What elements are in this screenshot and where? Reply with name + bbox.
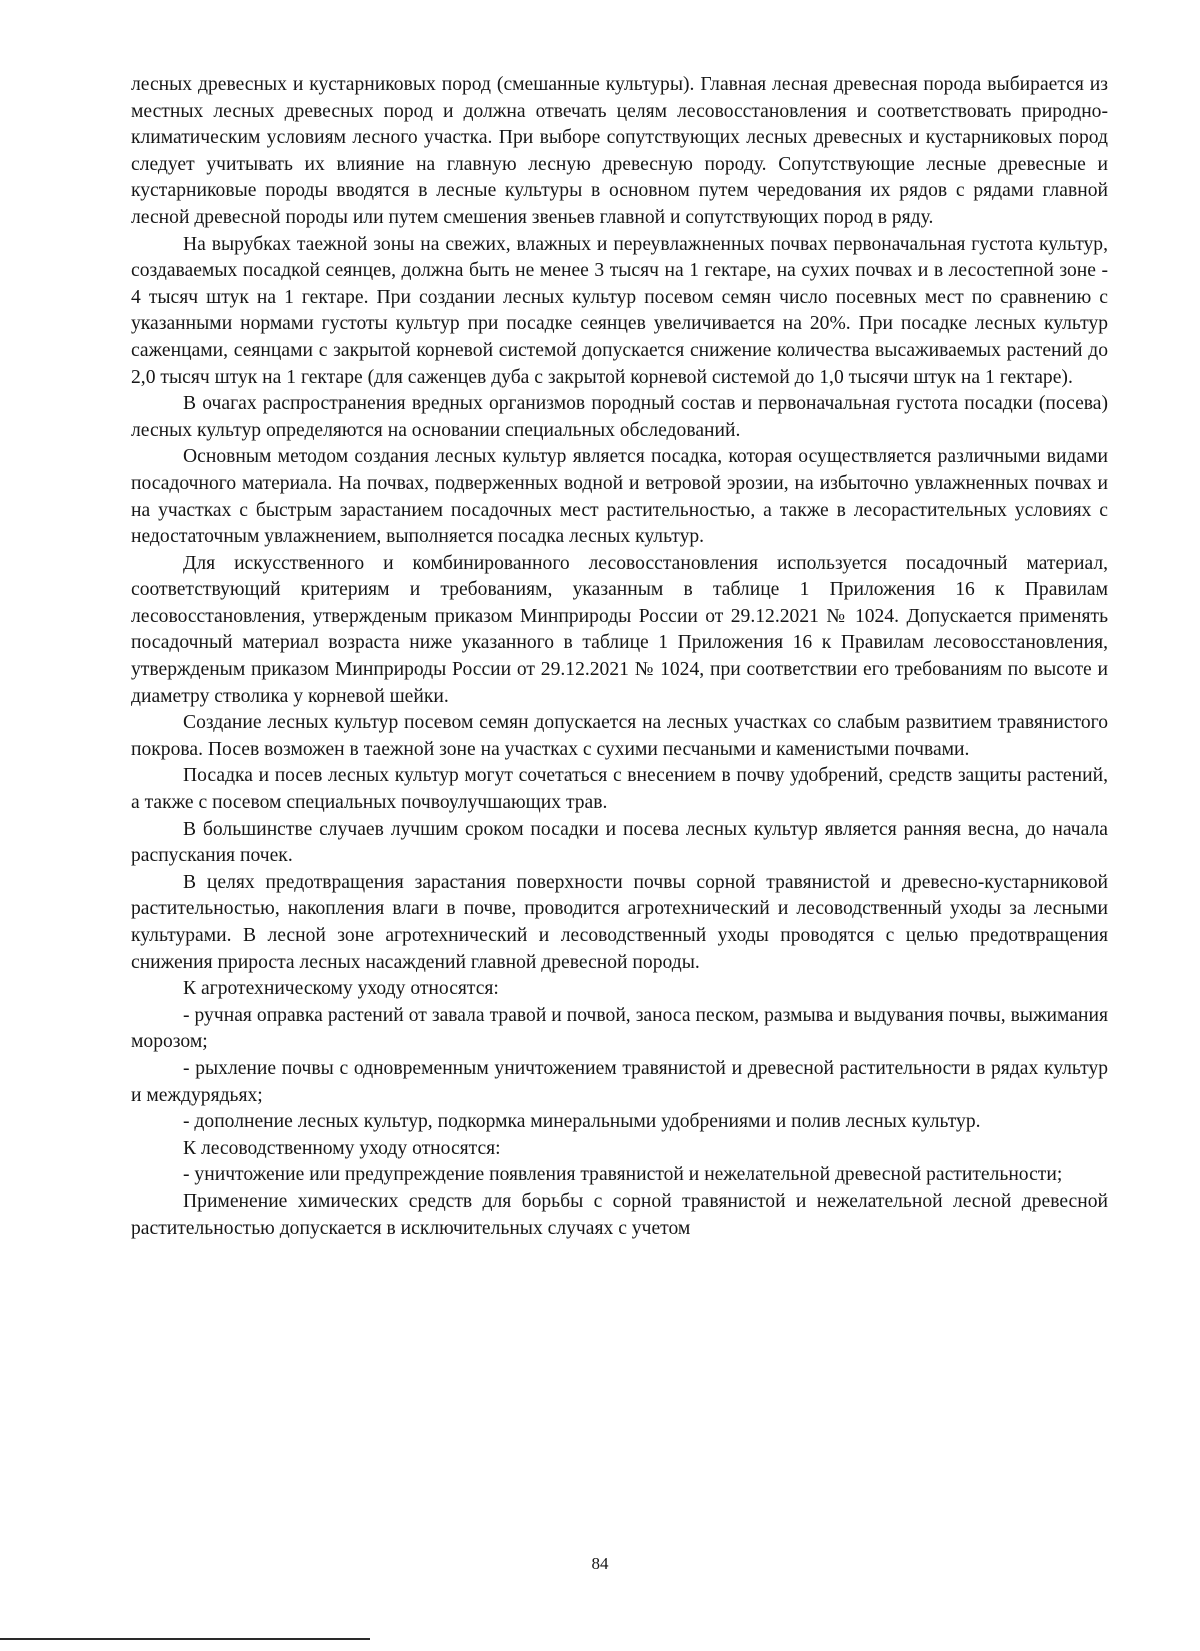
- paragraph-fertilizers: Посадка и посев лесных культур могут сочетаться с внесением в почву удобрений, средств защиты растений, а также с посевом специальных почвоулучшающих трав.: [131, 765, 1108, 814]
- paragraph-planting-time: В большинстве случаев лучшим сроком посадки и посева лесных культур является ранняя весна, до начала распускания почек.: [131, 818, 1108, 867]
- paragraph-main-method: Основным методом создания лесных культур является посадка, которая осуществляется различными видами посадочного материала. На почвах, подверженных водной и ветровой эрозии, на избыточно увлажненных почвах и на участках с быстрым зарастанием посадочных мест растительностью, а также в лесорастительных условиях с недостаточным увлажнением, выполняется посадка лесных культур.: [131, 446, 1108, 548]
- paragraph-agrotech-heading: К агротехническому уходу относятся:: [183, 978, 499, 1000]
- paragraph-planting-density: На вырубках таежной зоны на свежих, влажных и переувлажненных почвах первоначальная густота культур, создаваемых посадкой сеянцев, должна быть не менее 3 тысяч на 1 гектаре, на сухих почвах и в лесостепной зоне - 4 тысяч штук на 1 гектаре. При создании лесных культур посевом семян число посевных мест по сравнению с указанными нормами густоты культур при посадке сеянцев увеличивается на 20%. При посадке лесных культур саженцами, сеянцами с закрытой корневой системой допускается снижение количества высаживаемых растений до 2,0 тысяч штук на 1 гектаре (для саженцев дуба с закрытой корневой системой до 1,0 тысячи штук на 1 гектаре).: [131, 233, 1108, 388]
- document-body: [131, 72, 1108, 1242]
- list-item-silvicultural-1: - уничтожение или предупреждение появления травянистой и нежелательной древесной растительности;: [183, 1164, 1063, 1186]
- footer-rule: [0, 1638, 370, 1640]
- list-item-agrotech-2: - рыхление почвы с одновременным уничтожением травянистой и древесной растительности в рядах культур и междурядьях;: [131, 1057, 1108, 1106]
- list-item-agrotech-3: - дополнение лесных культур, подкормка минеральными удобрениями и полив лесных культур.: [183, 1111, 981, 1133]
- paragraph-silvicultural-heading: К лесоводственному уходу относятся:: [183, 1137, 501, 1159]
- list-item-agrotech-1: - ручная оправка растений от завала травой и почвой, заноса песком, размыва и выдувания почвы, выжимания морозом;: [131, 1004, 1108, 1053]
- paragraph-seed-sowing: Создание лесных культур посевом семян допускается на лесных участках со слабым развитием травянистого покрова. Посев возможен в таежной зоне на участках с сухими песчаными и каменистыми почвами.: [131, 712, 1108, 760]
- paragraph-care-goals: В целях предотвращения зарастания поверхности почвы сорной травянистой и древесно-кустарниковой растительностью, накопления влаги в почве, проводится агротехнический и лесоводственный уходы за лесными культурами. В лесной зоне агротехнический и лесоводственный уходы проводятся с целью предотвращения снижения прироста лесных насаждений главной древесной породы.: [131, 871, 1108, 973]
- page-number: 84: [591, 1554, 609, 1573]
- paragraph-continuation: лесных древесных и кустарниковых пород (смешанные культуры). Главная лесная древесная порода выбирается из местных лесных древесных пород и должна отвечать целям лесовосстановления и соответствовать природно-климатическим условиям лесного участка. При выборе сопутствующих лесных древесных и кустарниковых пород следует учитывать их влияние на главную лесную древесную породу. Сопутствующие лесные древесные и кустарниковые породы вводятся в лесные культуры в основном путем чередования их рядов с рядами главной лесной древесной породы или путем смешения звеньев главной и сопутствующих пород в ряду.: [131, 74, 1108, 228]
- paragraph-chemicals: Применение химических средств для борьбы с сорной травянистой и нежелательной лесной древесной растительностью допускается в исключительных случаях с учетом: [131, 1190, 1108, 1239]
- paragraph-planting-material: Для искусственного и комбинированного лесовосстановления используется посадочный материал, соответствующий критериям и требованиям, указанным в таблице 1 Приложения 16 к Правилам лесовосстановления, утвержденым приказом Минприроды России от 29.12.2021 № 1024. Допускается применять посадочный материал возраста ниже указанного в таблице 1 Приложения 16 к Правилам лесовосстановления, утвержденым приказом Минприроды России от 29.12.2021 № 1024, при соответствии его требованиям по высоте и диаметру стволика у корневой шейки.: [131, 552, 1108, 707]
- paragraph-pest-foci: В очагах распространения вредных организмов породный состав и первоначальная густота посадки (посева) лесных культур определяются на основании специальных обследований.: [131, 393, 1108, 441]
